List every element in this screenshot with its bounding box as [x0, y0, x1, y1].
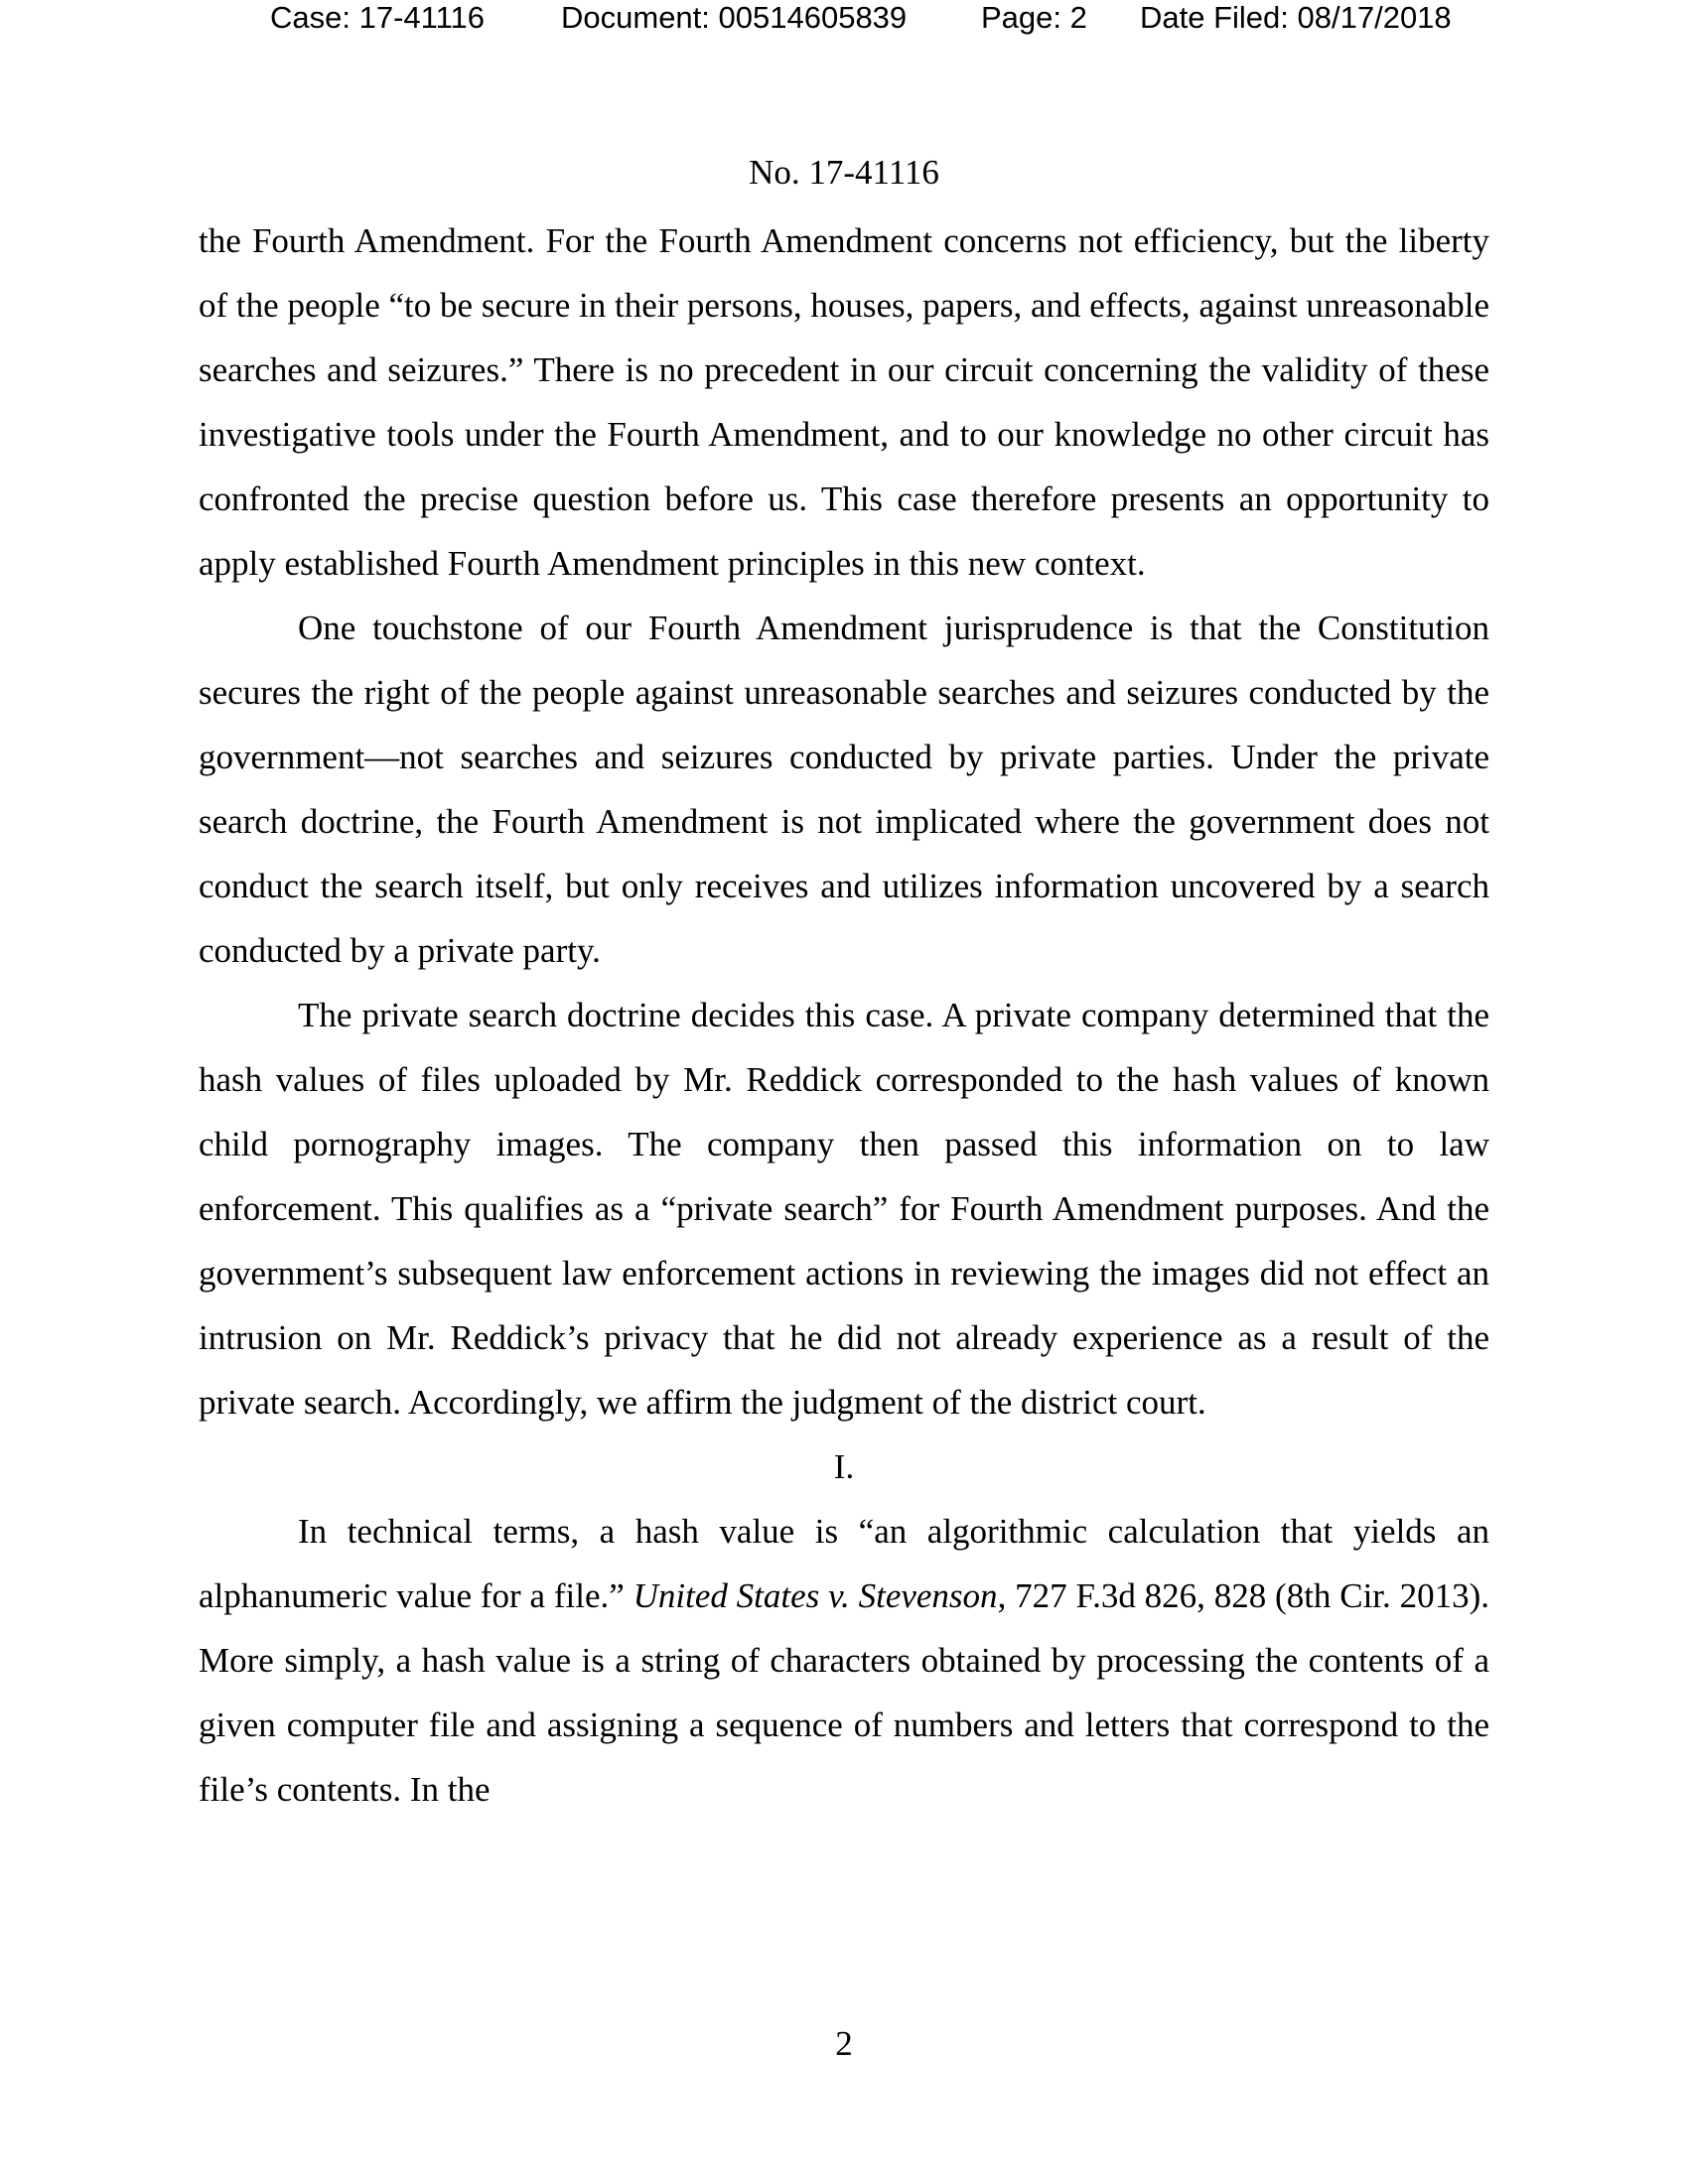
header-date-filed: Date Filed: 08/17/2018 [1140, 0, 1452, 35]
header-case-number: Case: 17-41116 [270, 0, 486, 35]
header-page: Page: 2 [981, 0, 1087, 35]
case-citation-name: United States v. Stevenson [633, 1576, 998, 1615]
header-document-number: Document: 00514605839 [561, 0, 908, 35]
opinion-body [199, 208, 1489, 1822]
paragraph-4-text-b: , 727 F.3d 826, 828 (8th Cir. 2013). More simply, a hash value is a string of characters obtained by processing the contents of a given computer file and assigning a sequence of numbers and letters that correspond to the file’s contents. In the [199, 1576, 1490, 1809]
section-heading: I. [833, 1447, 855, 1486]
filing-header [0, 0, 1688, 40]
docket-number: No. 17-41116 [749, 153, 939, 192]
paragraph-1: the Fourth Amendment. For the Fourth Amendment concerns not efficiency, but the liberty of the people “to be secure in their persons, houses, papers, and effects, against unreasonable searches and seizures.” There is no precedent in our circuit concerning the validity of these investigative tools under the Fourth Amendment, and to our knowledge no other circuit has confronted the precise question before us. This case therefore presents an opportunity to apply established Fourth Amendment principles in this new context. [199, 221, 1489, 583]
paragraph-4 [199, 1499, 1489, 1822]
paragraph-2: One touchstone of our Fourth Amendment jurisprudence is that the Constitution secures the right of the people against unreasonable searches and seizures conducted by the government—not searches and seizures conducted by private parties. Under the private search doctrine, the Fourth Amendment is not implicated where the government does not conduct the search itself, but only receives and utilizes information uncovered by a search conducted by a private party. [199, 609, 1489, 970]
paragraph-4-text-a: In technical terms, a hash value is “an algorithmic calculation that yields an alphanumeric value for a file.” [199, 1512, 1489, 1615]
paragraph-3: The private search doctrine decides this case. A private company determined that the hash values of files uploaded by Mr. Reddick corresponded to the hash values of known child pornography images. The company then passed this information on to law enforcement. This qualifies as a “private search” for Fourth Amendment purposes. And the government’s subsequent law enforcement actions in reviewing the images did not effect an intrusion on Mr. Reddick’s privacy that he did not already experience as a result of the private search. Accordingly, we affirm the judgment of the district court. [199, 996, 1489, 1422]
page-number: 2 [835, 2024, 853, 2063]
